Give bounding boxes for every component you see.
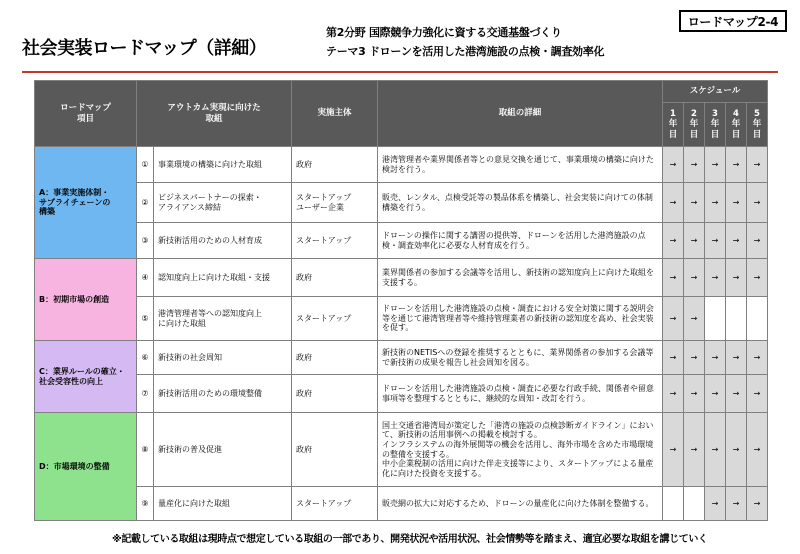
schedule-cell: → <box>747 259 768 297</box>
schedule-cell <box>705 297 726 341</box>
schedule-cell <box>684 487 705 521</box>
row-number: ⑧ <box>137 413 154 487</box>
schedule-cell <box>747 297 768 341</box>
row-name: 事業環境の構築に向けた取組 <box>154 147 292 183</box>
row-name: 認知度向上に向けた取組・支援 <box>154 259 292 297</box>
schedule-cell: → <box>684 413 705 487</box>
row-number: ④ <box>137 259 154 297</box>
schedule-cell: → <box>684 259 705 297</box>
schedule-cell: → <box>684 375 705 413</box>
row-actor: 政府 <box>292 413 378 487</box>
schedule-cell: → <box>747 375 768 413</box>
schedule-cell: → <box>747 413 768 487</box>
schedule-cell: → <box>684 183 705 223</box>
schedule-cell: → <box>747 341 768 375</box>
schedule-cell: → <box>726 341 747 375</box>
title-divider <box>22 71 778 73</box>
row-detail: 販売網の拡大に対応するため、ドローンの量産化に向けた体制を整備する。 <box>378 487 663 521</box>
header-year-2: 2 年 目 <box>684 103 705 147</box>
table-row <box>35 375 768 413</box>
schedule-cell: → <box>663 297 684 341</box>
row-detail: 新技術のNETISへの登録を推奨するとともに、業界関係者の参加する会議等で新技術の成果を報告し社会周知を図る。 <box>378 341 663 375</box>
schedule-cell: → <box>726 147 747 183</box>
schedule-cell: → <box>705 183 726 223</box>
row-name: 新技術の普及促進 <box>154 413 292 487</box>
row-actor: スタートアップ ユーザー企業 <box>292 183 378 223</box>
header-year-4: 4 年 目 <box>726 103 747 147</box>
row-actor: 政府 <box>292 147 378 183</box>
row-name: 新技術活用のための環境整備 <box>154 375 292 413</box>
schedule-cell: → <box>747 223 768 259</box>
schedule-cell: → <box>663 375 684 413</box>
schedule-cell: → <box>684 297 705 341</box>
schedule-cell: → <box>663 341 684 375</box>
header-actor: 実施主体 <box>292 81 378 147</box>
theme-subtitle: テーマ3 ドローンを活用した港湾施設の点検・調査効率化 <box>326 45 605 58</box>
schedule-cell: → <box>705 223 726 259</box>
row-detail: 業界関係者の参加する会議等を活用し、新技術の認知度向上に向けた取組を支援する。 <box>378 259 663 297</box>
schedule-cell: → <box>663 259 684 297</box>
category-c: C：業界ルールの確立・ 社会受容性の向上 <box>35 341 137 413</box>
schedule-cell: → <box>726 487 747 521</box>
row-detail: ドローンを活用した港湾施設の点検・調査における安全対策に関する説明会等を通じて港湾管理者等や維持管理業者の新技術の認知度を高め、社会実装を促す。 <box>378 297 663 341</box>
table-row <box>35 413 768 487</box>
row-detail: ドローンを活用した港湾施設の点検・調査に必要な行政手続、関係者や留意事項等を整理するとともに、継続的な周知・改訂を行う。 <box>378 375 663 413</box>
row-actor: 政府 <box>292 375 378 413</box>
schedule-cell: → <box>684 147 705 183</box>
schedule-cell: → <box>747 487 768 521</box>
schedule-cell: → <box>684 341 705 375</box>
schedule-cell: → <box>726 413 747 487</box>
row-number: ⑨ <box>137 487 154 521</box>
schedule-cell: → <box>747 183 768 223</box>
schedule-cell: → <box>663 413 684 487</box>
row-name: ビジネスパートナーの探索・ アライアンス締結 <box>154 183 292 223</box>
header-category: ロードマップ 項目 <box>35 81 137 147</box>
schedule-cell: → <box>726 375 747 413</box>
row-number: ② <box>137 183 154 223</box>
footnote: ※記載している取組は現時点で想定している取組の一部であり、開発状況や活用状況、社会情勢等を踏まえ、適宜必要な取組を講じていく <box>112 534 708 545</box>
header-year-1: 1 年 目 <box>663 103 684 147</box>
row-number: ⑦ <box>137 375 154 413</box>
row-detail: ドローンの操作に関する講習の提供等、ドローンを活用した港湾施設の点検・調査効率化に必要な人材育成を行う。 <box>378 223 663 259</box>
header-schedule: スケジュール <box>663 81 768 103</box>
header-year-3: 3 年 目 <box>705 103 726 147</box>
table-row <box>35 223 768 259</box>
schedule-cell: → <box>747 147 768 183</box>
roadmap-table <box>34 80 768 521</box>
row-detail: 港湾管理者や業界関係者等との意見交換を通じて、事業環境の構築に向けた検討を行う。 <box>378 147 663 183</box>
row-number: ⑥ <box>137 341 154 375</box>
schedule-cell: → <box>663 183 684 223</box>
schedule-cell: → <box>705 259 726 297</box>
schedule-cell: → <box>663 147 684 183</box>
schedule-cell <box>663 487 684 521</box>
row-detail: 国土交通省港湾局が策定した「港湾の施設の点検診断ガイドライン」において、新技術の活用事例への掲載を検討する。 インフラシステムの海外展開等の機会を活用し、海外市場を含めた市場環境の整備を支援する。 中小企業税制の活用に向けた伴走支援等により、スタートアップによる量産化に向けた投資を支援する。 <box>378 413 663 487</box>
page-title: 社会実装ロードマップ（詳細） <box>22 38 267 59</box>
table-row <box>35 341 768 375</box>
row-name: 港湾管理者等への認知度向上 に向けた取組 <box>154 297 292 341</box>
table-row <box>35 147 768 183</box>
row-actor: 政府 <box>292 341 378 375</box>
schedule-cell: → <box>705 341 726 375</box>
header-year-5: 5 年 目 <box>747 103 768 147</box>
schedule-cell: → <box>705 375 726 413</box>
field-subtitle: 第2分野 国際競争力強化に資する交通基盤づくり <box>326 26 562 39</box>
schedule-cell: → <box>705 487 726 521</box>
row-name: 新技術の社会周知 <box>154 341 292 375</box>
header-outcome: アウトカム実現に向けた 取組 <box>137 81 292 147</box>
row-name: 新技術活用のための人材育成 <box>154 223 292 259</box>
table-row <box>35 297 768 341</box>
schedule-cell: → <box>705 147 726 183</box>
schedule-cell: → <box>705 413 726 487</box>
row-number: ⑤ <box>137 297 154 341</box>
category-b: B：初期市場の創造 <box>35 259 137 341</box>
row-actor: スタートアップ <box>292 223 378 259</box>
table-row <box>35 183 768 223</box>
row-actor: 政府 <box>292 259 378 297</box>
row-number: ③ <box>137 223 154 259</box>
schedule-cell <box>726 297 747 341</box>
row-name: 量産化に向けた取組 <box>154 487 292 521</box>
schedule-cell: → <box>726 223 747 259</box>
table-row <box>35 487 768 521</box>
schedule-cell: → <box>726 183 747 223</box>
row-actor: スタートアップ <box>292 487 378 521</box>
header-detail: 取組の詳細 <box>378 81 663 147</box>
table-row <box>35 259 768 297</box>
row-actor: スタートアップ <box>292 297 378 341</box>
row-number: ① <box>137 147 154 183</box>
roadmap-badge: ロードマップ2-4 <box>679 10 787 32</box>
schedule-cell: → <box>726 259 747 297</box>
schedule-cell: → <box>663 223 684 259</box>
category-d: D：市場環境の整備 <box>35 413 137 521</box>
schedule-cell: → <box>684 223 705 259</box>
row-detail: 販売、レンタル、点検受託等の製品体系を構築し、社会実装に向けての体制構築を行う。 <box>378 183 663 223</box>
category-a: A：事業実施体制・ サプライチェーンの 構築 <box>35 147 137 259</box>
